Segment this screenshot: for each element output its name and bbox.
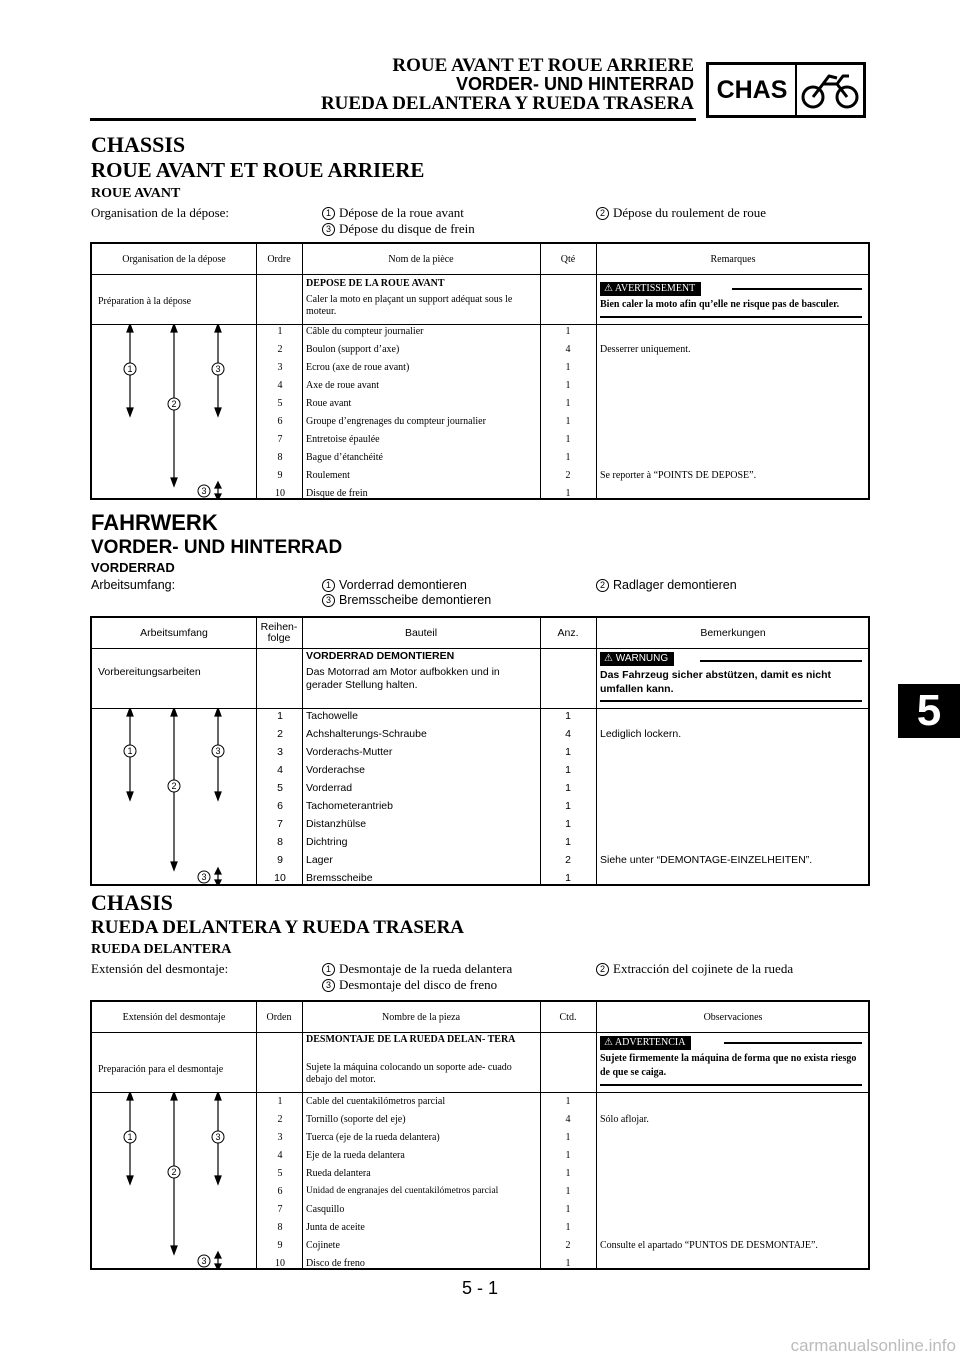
sequence-arrows: [92, 708, 256, 886]
col-header: Anz.: [557, 626, 579, 639]
row-order: 8: [277, 452, 283, 463]
row-order: 10: [275, 1258, 285, 1269]
scope-item: 3 Dépose du disque de frein: [322, 221, 475, 237]
section-subtitle: RUEDA DELANTERA Y RUEDA TRASERA: [91, 917, 465, 938]
row-part: Lager: [306, 854, 333, 866]
header-title-es: RUEDA DELANTERA Y RUEDA TRASERA: [320, 93, 694, 114]
col-header: Qté: [560, 253, 576, 265]
row-qty: 1: [565, 398, 571, 409]
prep-label: Vorbereitungsarbeiten: [98, 666, 201, 678]
row-part: Disco de freno: [306, 1258, 365, 1269]
prep-title: DEPOSE DE LA ROUE AVANT: [306, 278, 445, 289]
row-qty: 2: [565, 1240, 571, 1251]
col-header: Nombre de la pieza: [381, 1011, 461, 1023]
section-subtitle: ROUE AVANT ET ROUE ARRIERE: [91, 158, 425, 182]
seq-label: 3: [215, 1132, 221, 1142]
row-part: Câble du compteur journalier: [306, 326, 424, 337]
row-qty: 1: [565, 1186, 571, 1197]
row-order: 1: [277, 326, 283, 337]
row-qty: 1: [565, 1150, 571, 1161]
row-part: Rueda delantera: [306, 1168, 371, 1179]
row-part: Vorderachse: [306, 764, 365, 776]
row-qty: 1: [565, 416, 571, 427]
header-title-fr: ROUE AVANT ET ROUE ARRIERE: [392, 55, 694, 76]
parts-table: [90, 616, 870, 886]
warning-icon: ⚠: [604, 283, 615, 294]
section-code: CHAS: [709, 65, 797, 115]
row-part: Tachometerantrieb: [306, 800, 393, 812]
row-order: 9: [277, 470, 283, 481]
row-part: Unidad de engranajes del cuentakilómetros parcial: [306, 1186, 499, 1196]
row-part: Dichtring: [306, 836, 348, 848]
row-order: 1: [277, 710, 283, 722]
warning-text: Sujete firmemente la máquina de forma que no exista riesgo de que se caiga.: [600, 1053, 857, 1078]
row-remark: Se reporter à “POINTS DE DEPOSE”.: [600, 470, 757, 481]
warning-text: Das Fahrzeug sicher abstützen, damit es nicht umfallen kann.: [600, 669, 832, 695]
scope-label: Extensión del desmontaje:: [91, 961, 229, 976]
row-order: 4: [277, 764, 283, 776]
row-qty: 1: [565, 764, 571, 776]
col-header: Observaciones: [703, 1011, 763, 1023]
row-order: 8: [277, 1222, 283, 1233]
row-qty: 1: [565, 710, 571, 722]
seq-label: 3: [201, 872, 207, 882]
section-heading: ROUE AVANT: [91, 186, 181, 201]
row-order: 5: [277, 398, 283, 409]
row-remark: Sólo aflojar.: [600, 1114, 649, 1125]
row-qty: 1: [565, 818, 571, 830]
prep-label: Preparación para el desmontaje: [98, 1064, 224, 1075]
seq-label: 2: [171, 399, 177, 409]
row-part: Cable del cuentakilómetros parcial: [306, 1096, 446, 1107]
page-header-titles: [321, 56, 694, 113]
row-qty: 1: [565, 1204, 571, 1215]
section-heading: VORDERRAD: [91, 560, 175, 575]
row-order: 4: [277, 380, 283, 391]
page-number: 5 - 1: [461, 1278, 499, 1298]
scope-item: 2 Radlager demontieren: [596, 578, 737, 592]
row-part: Tuerca (eje de la rueda delantera): [306, 1132, 440, 1143]
row-qty: 1: [565, 782, 571, 794]
row-order: 10: [274, 872, 286, 884]
row-part: Bague d’étanchéité: [306, 452, 383, 463]
row-order: 1: [277, 1096, 283, 1107]
row-part: Bremsscheibe: [306, 872, 373, 884]
row-part: Ecrou (axe de roue avant): [306, 362, 410, 373]
row-part: Junta de aceite: [306, 1222, 365, 1233]
col-header: Ordre: [267, 253, 291, 265]
scope-item: 3 Desmontaje del disco de freno: [322, 977, 497, 993]
row-qty: 2: [565, 854, 571, 866]
warning-icon: ⚠: [604, 653, 616, 664]
col-header: Reihen- folge: [260, 621, 298, 644]
scope-item: 3 Bremsscheibe demontieren: [322, 593, 491, 607]
row-qty: 1: [565, 1222, 571, 1233]
seq-label: 2: [171, 781, 177, 791]
row-qty: 4: [565, 1114, 571, 1125]
prep-text: Sujete la máquina colocando un soporte ade- cuado debajo del motor.: [306, 1062, 512, 1085]
row-remark: Lediglich lockern.: [600, 728, 682, 740]
section-badge: [706, 62, 866, 118]
row-part: Disque de frein: [306, 488, 368, 499]
warning-badge: ⚠ ADVERTENCIA: [600, 1036, 691, 1050]
header-title-de: VORDER- UND HINTERRAD: [456, 74, 694, 94]
prep-title: DESMONTAJE DE LA RUEDA DELAN- TERA: [306, 1034, 516, 1045]
scope-item: 2 Dépose du roulement de roue: [596, 205, 766, 221]
row-remark: Siehe unter “DEMONTAGE-EINZELHEITEN”.: [600, 854, 813, 866]
row-part: Roulement: [306, 470, 350, 481]
row-order: 8: [277, 836, 283, 848]
row-qty: 2: [565, 470, 571, 481]
warning-text: Bien caler la moto afin qu’elle ne risque pas de basculer.: [600, 299, 840, 310]
row-qty: 1: [565, 1132, 571, 1143]
row-order: 7: [277, 1204, 283, 1215]
prep-title: VORDERRAD DEMONTIEREN: [306, 650, 455, 662]
row-order: 7: [277, 434, 283, 445]
row-order: 10: [275, 488, 285, 499]
row-order: 9: [277, 1240, 283, 1251]
row-part: Distanzhülse: [306, 818, 367, 830]
col-header: Ctd.: [559, 1011, 577, 1023]
scope-item: 1 Dépose de la roue avant: [322, 205, 464, 221]
header-rule: [90, 118, 696, 121]
row-order: 3: [277, 1132, 283, 1143]
parts-table: [90, 242, 870, 500]
seq-label: 1: [127, 1132, 133, 1142]
row-qty: 4: [565, 344, 571, 355]
motorcycle-icon: [797, 65, 863, 115]
watermark: carmanualsonline.info: [790, 1336, 956, 1355]
section-heading: RUEDA DELANTERA: [91, 942, 232, 957]
warning-icon: ⚠: [604, 1037, 615, 1048]
col-header: Arbeitsumfang: [140, 626, 208, 639]
row-order: 9: [277, 854, 283, 866]
row-remark: Consulte el apartado “PUNTOS DE DESMONTAJE”.: [600, 1240, 818, 1251]
row-qty: 1: [565, 452, 571, 463]
seq-label: 3: [201, 486, 207, 496]
row-order: 4: [277, 1150, 283, 1161]
row-part: Entretoise épaulée: [306, 434, 380, 445]
row-part: Axe de roue avant: [306, 380, 380, 391]
row-order: 2: [277, 344, 283, 355]
section-title: CHASSIS: [91, 132, 186, 157]
row-part: Boulon (support d’axe): [306, 344, 400, 355]
row-part: Groupe d’engrenages du compteur journalier: [306, 416, 486, 427]
row-qty: 1: [565, 380, 571, 391]
row-part: Achshalterungs-Schraube: [306, 728, 427, 740]
row-order: 2: [277, 728, 283, 740]
section-subtitle: VORDER- UND HINTERRAD: [91, 537, 343, 558]
row-qty: 4: [565, 728, 571, 740]
row-order: 5: [277, 782, 283, 794]
prep-text: Caler la moto en plaçant un support adéquat sous le moteur.: [306, 294, 513, 317]
row-qty: 1: [565, 836, 571, 848]
col-header: Orden: [266, 1011, 292, 1023]
row-qty: 1: [565, 746, 571, 758]
row-qty: 1: [565, 872, 571, 884]
row-order: 6: [277, 1186, 283, 1197]
seq-label: 3: [201, 1256, 207, 1266]
row-part: Tachowelle: [306, 710, 358, 722]
col-header: Bauteil: [404, 626, 438, 639]
seq-label: 2: [171, 1167, 177, 1177]
row-qty: 1: [565, 434, 571, 445]
row-order: 5: [277, 1168, 283, 1179]
seq-label: 3: [215, 746, 221, 756]
row-order: 6: [277, 416, 283, 427]
warning-badge: ⚠ AVERTISSEMENT: [600, 282, 701, 296]
prep-label: Préparation à la dépose: [98, 296, 192, 307]
row-qty: 1: [565, 1096, 571, 1107]
row-part: Cojinete: [306, 1240, 340, 1251]
scope-label: Organisation de la dépose:: [91, 205, 230, 220]
row-order: 2: [277, 1114, 283, 1125]
row-qty: 1: [565, 362, 571, 373]
col-header: Extensión del desmontaje: [122, 1011, 226, 1023]
row-qty: 1: [565, 1168, 571, 1179]
sequence-arrows: [92, 324, 256, 500]
col-header: Remarques: [710, 253, 756, 265]
col-header: Bemerkungen: [700, 626, 766, 639]
row-qty: 1: [565, 1258, 571, 1269]
scope-item: 2 Extracción del cojinete de la rueda: [596, 961, 793, 977]
row-order: 3: [277, 746, 283, 758]
row-part: Roue avant: [306, 398, 352, 409]
row-order: 6: [277, 800, 283, 812]
seq-label: 3: [215, 364, 221, 374]
row-remark: Desserrer uniquement.: [600, 344, 691, 355]
row-part: Vorderrad: [306, 782, 353, 794]
row-part: Eje de la rueda delantera: [306, 1150, 405, 1161]
row-part: Tornillo (soporte del eje): [306, 1114, 406, 1125]
row-order: 7: [277, 818, 283, 830]
row-part: Vorderachs-Mutter: [306, 746, 393, 758]
parts-table: [90, 1000, 870, 1270]
warning-badge: ⚠ WARNUNG: [600, 652, 674, 666]
col-header: Organisation de la dépose: [122, 253, 226, 265]
row-qty: 1: [565, 800, 571, 812]
row-qty: 1: [565, 326, 571, 337]
seq-label: 1: [127, 364, 133, 374]
row-qty: 1: [565, 488, 571, 499]
seq-label: 1: [127, 746, 133, 756]
scope-label: Arbeitsumfang:: [91, 578, 176, 592]
scope-item: 1 Desmontaje de la rueda delantera: [322, 961, 512, 977]
section-title: CHASIS: [91, 890, 173, 915]
scope-item: 1 Vorderrad demontieren: [322, 578, 467, 592]
prep-text: Das Motorrad am Motor aufbokken und in gerader Stellung halten.: [306, 666, 500, 691]
row-part: Casquillo: [306, 1204, 345, 1215]
row-order: 3: [277, 362, 283, 373]
col-header: Nom de la pièce: [388, 253, 454, 265]
sequence-arrows: [92, 1092, 256, 1270]
section-title: FAHRWERK: [91, 510, 218, 535]
chapter-tab: 5: [898, 684, 960, 738]
